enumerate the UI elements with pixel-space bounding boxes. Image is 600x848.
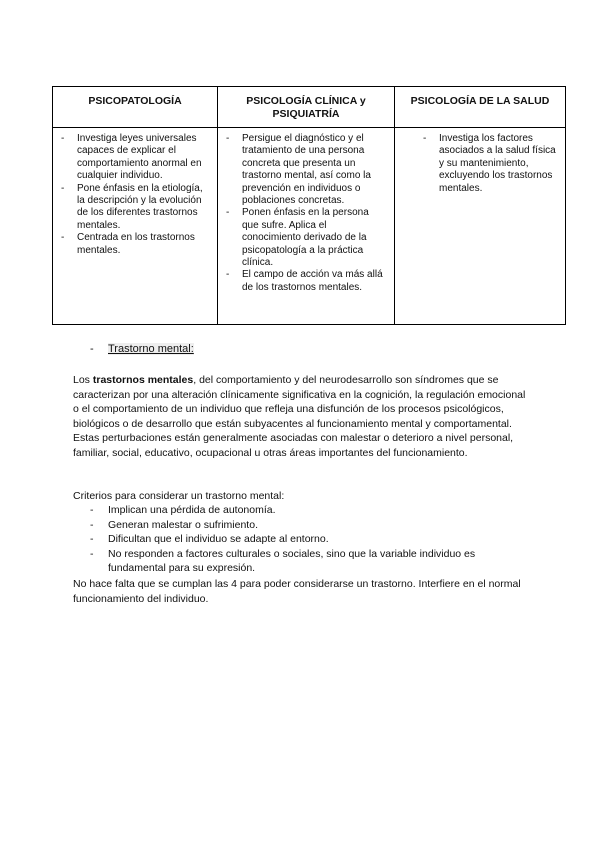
paragraph-bold-term: trastornos mentales	[92, 374, 194, 386]
list-item: - Investiga leyes universales capaces de explicar el comportamiento anormal en cualquier individuo.	[59, 133, 211, 183]
cell-psicopatologia	[53, 128, 218, 325]
paragraph-rest: , del comportamiento y del neurodesarrollo son síndromes que se caracterizan por una alteración clínicamente significativa en la cognición, la regulación emocional o el comportamiento de un individuo que refleja una disfunción de los procesos psicológicos, biológicos o de desarrollo que están subyacentes al funcionamiento mental y comportamental. Estas perturbaciones están generalmente asociadas con malestar o deterioro a nivel personal, familiar, social, educativo, ocupacional u otras áreas importantes del funcionamiento.	[73, 374, 526, 459]
comparison-table	[52, 86, 566, 325]
psicopatologia-list	[59, 133, 211, 257]
list-item: - Centrada en los trastornos mentales.	[59, 232, 211, 257]
list-item: - Ponen énfasis en la persona que sufre. Aplica el conocimiento derivado de la psicopatología a la práctica clínica.	[224, 207, 388, 269]
header-psicopatologia: PSICOPATOLOGÍA	[53, 87, 218, 128]
table-row	[53, 128, 566, 325]
header-psicologia-clinica: PSICOLOGÍA CLÍNICA y PSIQUIATRÍA	[218, 87, 395, 128]
list-item: - Investiga los factores asociados a la salud física y su mantenimiento, excluyendo los trastornos mentales.	[401, 133, 559, 195]
list-item: - Dificultan que el individuo se adapte al entorno.	[90, 532, 530, 547]
list-item: - El campo de acción va más allá de los trastornos mentales.	[224, 269, 388, 294]
list-item: - Pone énfasis en la etiología, la descripción y la evolución de los diferentes trastornos mentales.	[59, 183, 211, 233]
header-psicologia-salud: PSICOLOGÍA DE LA SALUD	[395, 87, 566, 128]
criteria-list	[90, 503, 530, 576]
criteria-intro: Criterios para considerar un trastorno mental:	[73, 490, 285, 502]
heading-bullet: -	[90, 343, 94, 355]
section-heading	[90, 342, 194, 356]
psicologia-clinica-list	[224, 133, 388, 294]
psicologia-salud-list	[401, 133, 559, 195]
list-item: - Generan malestar o sufrimiento.	[90, 518, 530, 533]
cell-psicologia-salud	[395, 128, 566, 325]
definition-paragraph	[73, 373, 533, 461]
list-item: - No responden a factores culturales o sociales, sino que la variable individuo es fundamental para su expresión.	[90, 547, 530, 576]
list-item: - Persigue el diagnóstico y el tratamiento de una persona concreta que presenta un trastorno mental, así como la prevención en individuos o poblaciones concretas.	[224, 133, 388, 207]
closing-paragraph: No hace falta que se cumplan las 4 para poder considerarse un trastorno. Interfiere en el normal funcionamiento del individuo.	[73, 578, 521, 605]
paragraph-prefix: Los	[73, 374, 93, 386]
list-item: - Implican una pérdida de autonomía.	[90, 503, 530, 518]
section-title: Trastorno mental:	[108, 343, 194, 355]
cell-psicologia-clinica	[218, 128, 395, 325]
table-header-row	[53, 87, 566, 128]
